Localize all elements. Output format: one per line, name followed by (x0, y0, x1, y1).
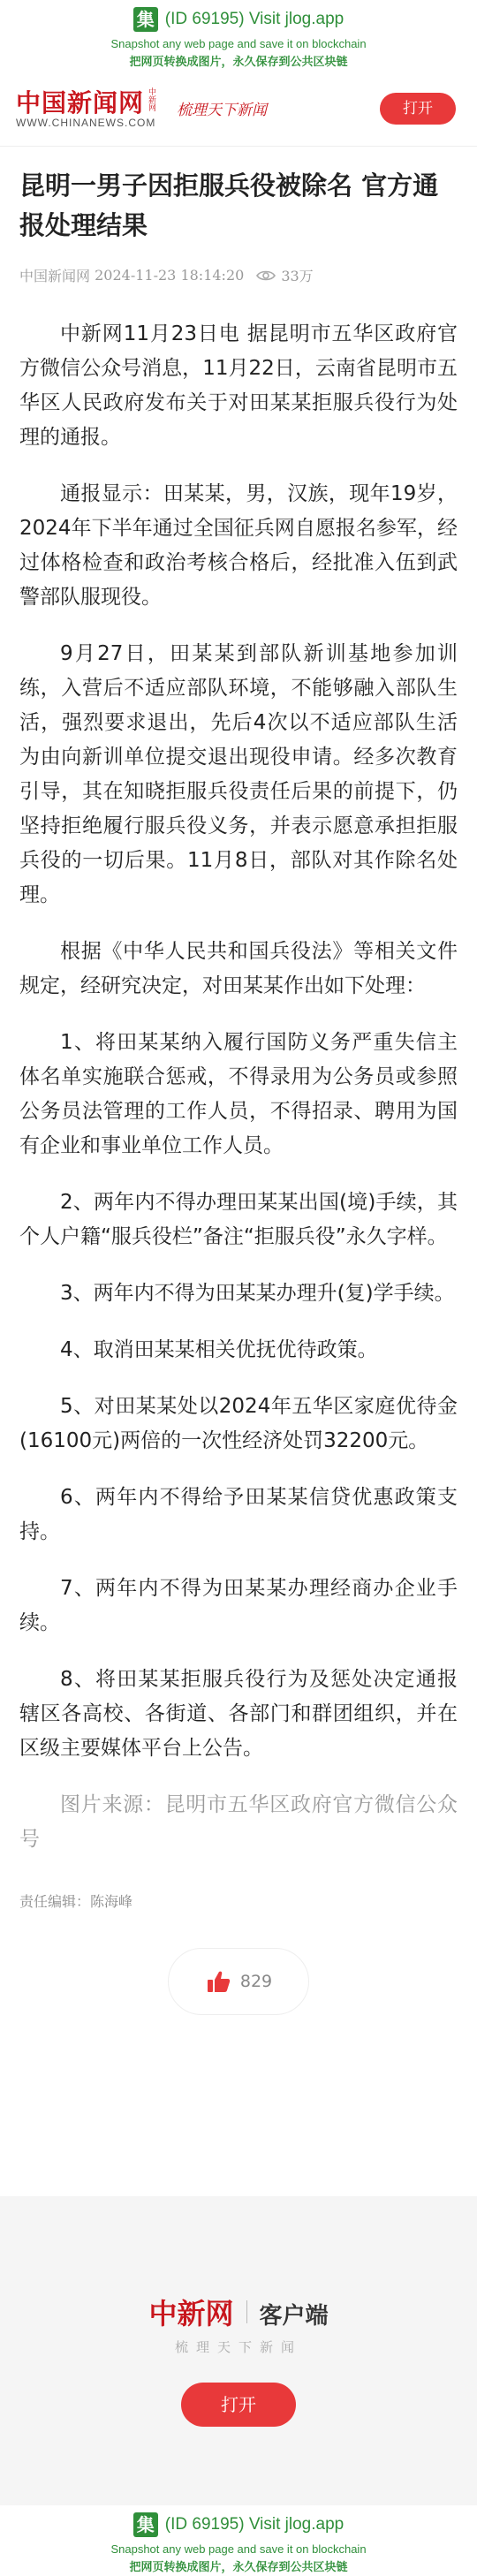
brand-divider (246, 2300, 247, 2323)
article-paragraph: 1、将田某某纳入履行国防义务严重失信主体名单实施联合惩戒，不得录用为公务员或参照公务员法管理的工作人员，不得招录、聘用为国有企业和事业单位工作人员。 (19, 1031, 458, 1157)
app-brand-row (0, 2292, 477, 2332)
article-paragraph: 9月27日，田某某到部队新训基地参加训练，入营后不适应部队环境，不能够融入部队生活，强烈要求退出，先后4次以不适应部队生活为由向新训单位提交退出现役申请。经多次教育引导，其在知晓拒服兵役责任后果的前提下，仍坚持拒绝履行服兵役义务，并表示愿意承担拒服兵役的一切后果。11月8日，部队对其作除名处理。 (19, 642, 458, 906)
article-paragraph: 5、对田某某处以2024年五华区家庭优待金(16100元)两倍的一次性经济处罚32200元。 (19, 1395, 458, 1452)
like-button[interactable] (168, 1948, 309, 2015)
article-paragraph: 根据《中华人民共和国兵役法》等相关文件规定，经研究决定，对田某某作出如下处理： (19, 940, 458, 997)
app-promo-section (0, 2196, 477, 2505)
logo-brand-text: 中国新闻网 (16, 88, 145, 117)
article-paragraph: 通报显示：田某某，男，汉族，现年19岁，2024年下半年通过全国征兵网自愿报名参军，经过体格检查和政治考核合格后，经批准入伍到武警部队服现役。 (19, 482, 458, 609)
logo-sub-text: 中新网 (147, 87, 156, 111)
article-paragraph: 中新网11月23日电 据昆明市五华区政府官方微信公众号消息，11月22日，云南省昆明市五华区人民政府发布关于对田某某拒服兵役行为处理的通报。 (19, 322, 458, 449)
article-source: 中国新闻网 (19, 268, 91, 284)
app-client-label: 客户端 (259, 2303, 329, 2330)
article-body (19, 317, 458, 1857)
article-paragraph: 3、两年内不得为田某某办理升(复)学手续。 (60, 1282, 455, 1305)
site-header (0, 71, 477, 147)
article-paragraph: 6、两年内不得给予田某某信贷优惠政策支持。 (19, 1486, 458, 1543)
article-meta (19, 265, 458, 285)
jlog-chinese-line: 把网页转换成图片，永久保存到公共区块链 (129, 56, 348, 69)
article-paragraph: 4、取消田某某相关优抚优待政策。 (60, 1338, 378, 1361)
chinanews-logo[interactable] (16, 87, 157, 129)
app-tagline: 梳理天下新闻 (174, 2339, 302, 2355)
jlog-banner-top[interactable] (0, 0, 477, 71)
open-app-button[interactable]: 打开 (380, 93, 456, 125)
article-paragraph: 2、两年内不得办理田某某出国(境)手续，其个人户籍“服兵役栏”备注“拒服兵役”永久字样。 (19, 1191, 458, 1248)
open-app-button-large[interactable]: 打开 (181, 2383, 296, 2427)
thumbs-up-icon (205, 1968, 231, 1995)
logo-site-url: WWW.CHINANEWS.COM (16, 117, 156, 129)
jlog-logo-icon: 集 (133, 7, 158, 32)
article-views (256, 265, 313, 285)
jlog-banner-bottom[interactable] (0, 2505, 477, 2576)
jlog-id-text[interactable]: (ID 69195) Visit jlog.app (164, 10, 344, 28)
jlog-chinese-line: 把网页转换成图片，永久保存到公共区块链 (129, 2561, 348, 2574)
jlog-id-text[interactable]: (ID 69195) Visit jlog.app (164, 2515, 344, 2534)
jlog-logo-icon: 集 (133, 2512, 158, 2537)
eye-icon (256, 269, 276, 282)
jlog-english-line: Snapshot any web page and save it on blockchain (110, 2542, 367, 2556)
views-count: 33万 (281, 268, 314, 284)
article-datetime: 2024-11-23 18:14:20 (95, 267, 245, 284)
responsible-editor: 责任编辑：陈海峰 (19, 1893, 133, 1910)
article-paragraph: 7、两年内不得为田某某办理经商办企业手续。 (19, 1577, 458, 1634)
image-caption: 图片来源：昆明市五华区政府官方微信公众号 (19, 1793, 458, 1851)
app-brand: 中新网 (148, 2297, 234, 2330)
like-section (19, 1948, 458, 2015)
article (0, 147, 477, 2015)
article-title: 昆明一男子因拒服兵役被除名 官方通报处理结果 (19, 170, 439, 240)
header-slogan: 梳理天下新闻 (177, 102, 268, 119)
jlog-english-line: Snapshot any web page and save it on blockchain (110, 37, 367, 50)
like-count: 829 (239, 1972, 273, 1991)
article-paragraph: 8、将田某某拒服兵役行为及惩处决定通报辖区各高校、各街道、各部门和群团组织，并在区级主要媒体平台上公告。 (19, 1668, 458, 1760)
